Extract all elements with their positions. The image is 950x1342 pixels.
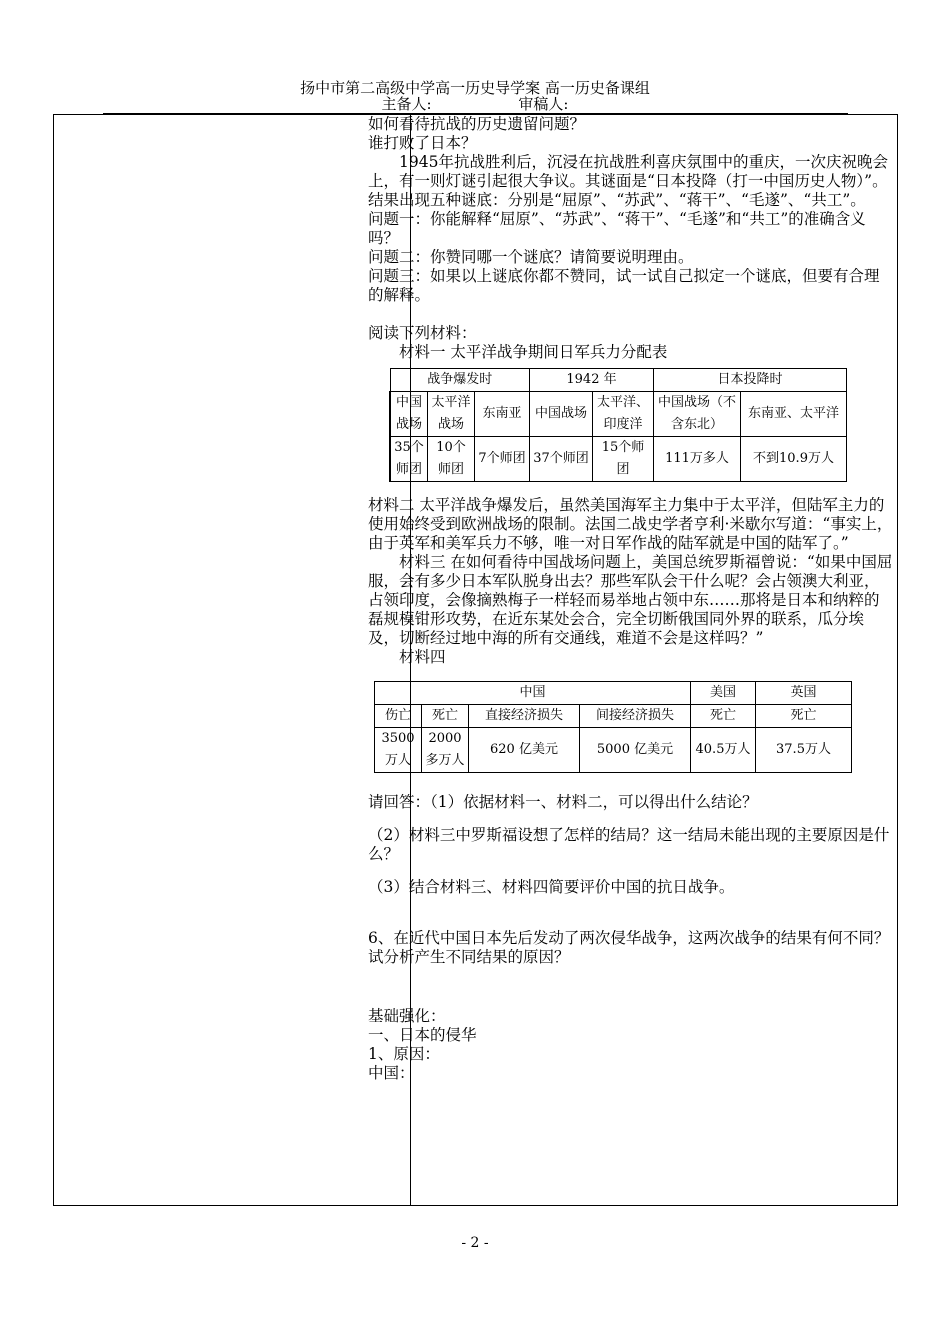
table2-cell: 40.5万人 <box>691 728 756 773</box>
answer-prompt-one: 请回答：（1）依据材料一、材料二，可以得出什么结论？ <box>368 793 758 811</box>
table1-cell: 37个师团 <box>530 437 593 482</box>
read-instruction: 阅读下列材料： <box>368 324 477 342</box>
riddle-paragraph: 1945年抗战胜利后，沉浸在抗战胜利喜庆氛围中的重庆，一次庆祝晚会上，有一则灯谜引起很大争议。其谜面是“日本投降（打一中国历史人物）”。结果出现五种谜底：分别是“屈原”、“苏武”、“蒋干”、“毛遂”、“共工”。 <box>368 153 888 209</box>
table2-col-label: 死亡 <box>756 705 852 728</box>
table1-cell: 15个师团 <box>593 437 654 482</box>
section-item: 中国： <box>368 1064 415 1082</box>
table2-col-label: 间接经济损失 <box>580 705 691 728</box>
section-subheading: 1、原因： <box>368 1045 440 1063</box>
table1-col-label: 中国战场 <box>530 392 593 437</box>
material-two: 材料二 太平洋战争爆发后，虽然美国海军主力集中于太平洋，但陆军主力的使用始终受到欧洲战场的限制。法国二战史学者亨利·米歇尔写道：“事实上，由于英军和美军兵力不够，唯一对日军作战的陆军就是中国的陆军了。” <box>368 496 893 552</box>
table1-header-surrender: 日本投降时 <box>654 369 847 392</box>
table2-cell: 3500万人 <box>375 728 422 773</box>
table1-cell: 35个师团 <box>390 437 428 482</box>
table2-col-label: 死亡 <box>691 705 756 728</box>
basic-section-title: 基础强化： <box>368 1007 446 1025</box>
table2-col-label: 伤亡 <box>375 705 422 728</box>
section-heading: 一、日本的侵华 <box>368 1026 477 1044</box>
table1-header-1942: 1942 年 <box>530 369 654 392</box>
material-four-title: 材料四 <box>399 648 446 666</box>
answer-prompt-three: （3）结合材料三、材料四简要评价中国的抗日战争。 <box>368 878 735 896</box>
table2-cell: 620 亿美元 <box>469 728 580 773</box>
main-column <box>368 115 894 1083</box>
table1-col-label: 东南亚、太平洋 <box>741 392 847 437</box>
table1-cell: 111万多人 <box>654 437 741 482</box>
preparer-label: 主备人: <box>381 95 432 113</box>
material-four-table <box>374 681 852 773</box>
header-roles <box>0 96 950 113</box>
question-one: 问题一：你能解释“屈原”、“苏武”、“蒋干”、“毛遂”和“共工”的准确含义吗？ <box>368 210 866 247</box>
page-number: - 2 - <box>461 1235 489 1251</box>
answer-prompt-two: （2）材料三中罗斯福设想了怎样的结局？这一结局未能出现的主要原因是什么？ <box>368 826 890 863</box>
layout-table <box>53 114 898 1206</box>
material-one-table <box>389 368 847 482</box>
table2-cell: 5000 亿美元 <box>580 728 691 773</box>
table1-col-label: 东南亚 <box>475 392 530 437</box>
table2-header-china: 中国 <box>375 682 691 705</box>
table2-cell: 2000多万人 <box>422 728 469 773</box>
table1-header-outbreak: 战争爆发时 <box>390 369 530 392</box>
table2-header-uk: 英国 <box>756 682 852 705</box>
table1-col-label: 太平洋、印度洋 <box>593 392 654 437</box>
question-six: 6、在近代中国日本先后发动了两次侵华战争，这两次战争的结果有何不同？试分析产生不同结果的原因？ <box>368 929 890 966</box>
table1-col-label: 中国战场 <box>390 392 428 437</box>
reviewer-label: 审稿人: <box>518 95 569 113</box>
table1-col-label: 中国战场（不含东北） <box>654 392 741 437</box>
table1-cell: 10个师团 <box>428 437 475 482</box>
header-title: 扬中市第二高级中学高一历史导学案 高一历史备课组 <box>300 79 650 97</box>
question-three: 问题三：如果以上谜底你都不赞同，试一试自己拟定一个谜底，但要有合理的解释。 <box>368 267 880 304</box>
question-subtitle: 谁打败了日本？ <box>368 134 477 152</box>
material-three: 材料三 在如何看待中国战场问题上，美国总统罗斯福曾说：“如果中国屈服，会有多少日本军队脱身出去？那些军队会干什么呢？会占领澳大利亚，占领印度，会像摘熟梅子一样轻而易举地占领中东……那将是日本和纳粹的磊规模钳形攻势，在近东某处会合，完全切断俄国同外界的联系，瓜分埃及，切断经过地中海的所有交通线，难道不会是这样吗？” <box>368 553 893 647</box>
table1-cell: 不到10.9万人 <box>741 437 847 482</box>
table2-col-label: 死亡 <box>422 705 469 728</box>
table2-header-usa: 美国 <box>691 682 756 705</box>
material-one-title: 材料一 太平洋战争期间日军兵力分配表 <box>399 343 668 361</box>
table2-col-label: 直接经济损失 <box>469 705 580 728</box>
table1-cell: 7个师团 <box>475 437 530 482</box>
table1-col-label: 太平洋战场 <box>428 392 475 437</box>
table2-cell: 37.5万人 <box>756 728 852 773</box>
question-title: 如何看待抗战的历史遗留问题？ <box>368 115 586 133</box>
question-two: 问题二：你赞同哪一个谜底？请简要说明理由。 <box>368 248 694 266</box>
